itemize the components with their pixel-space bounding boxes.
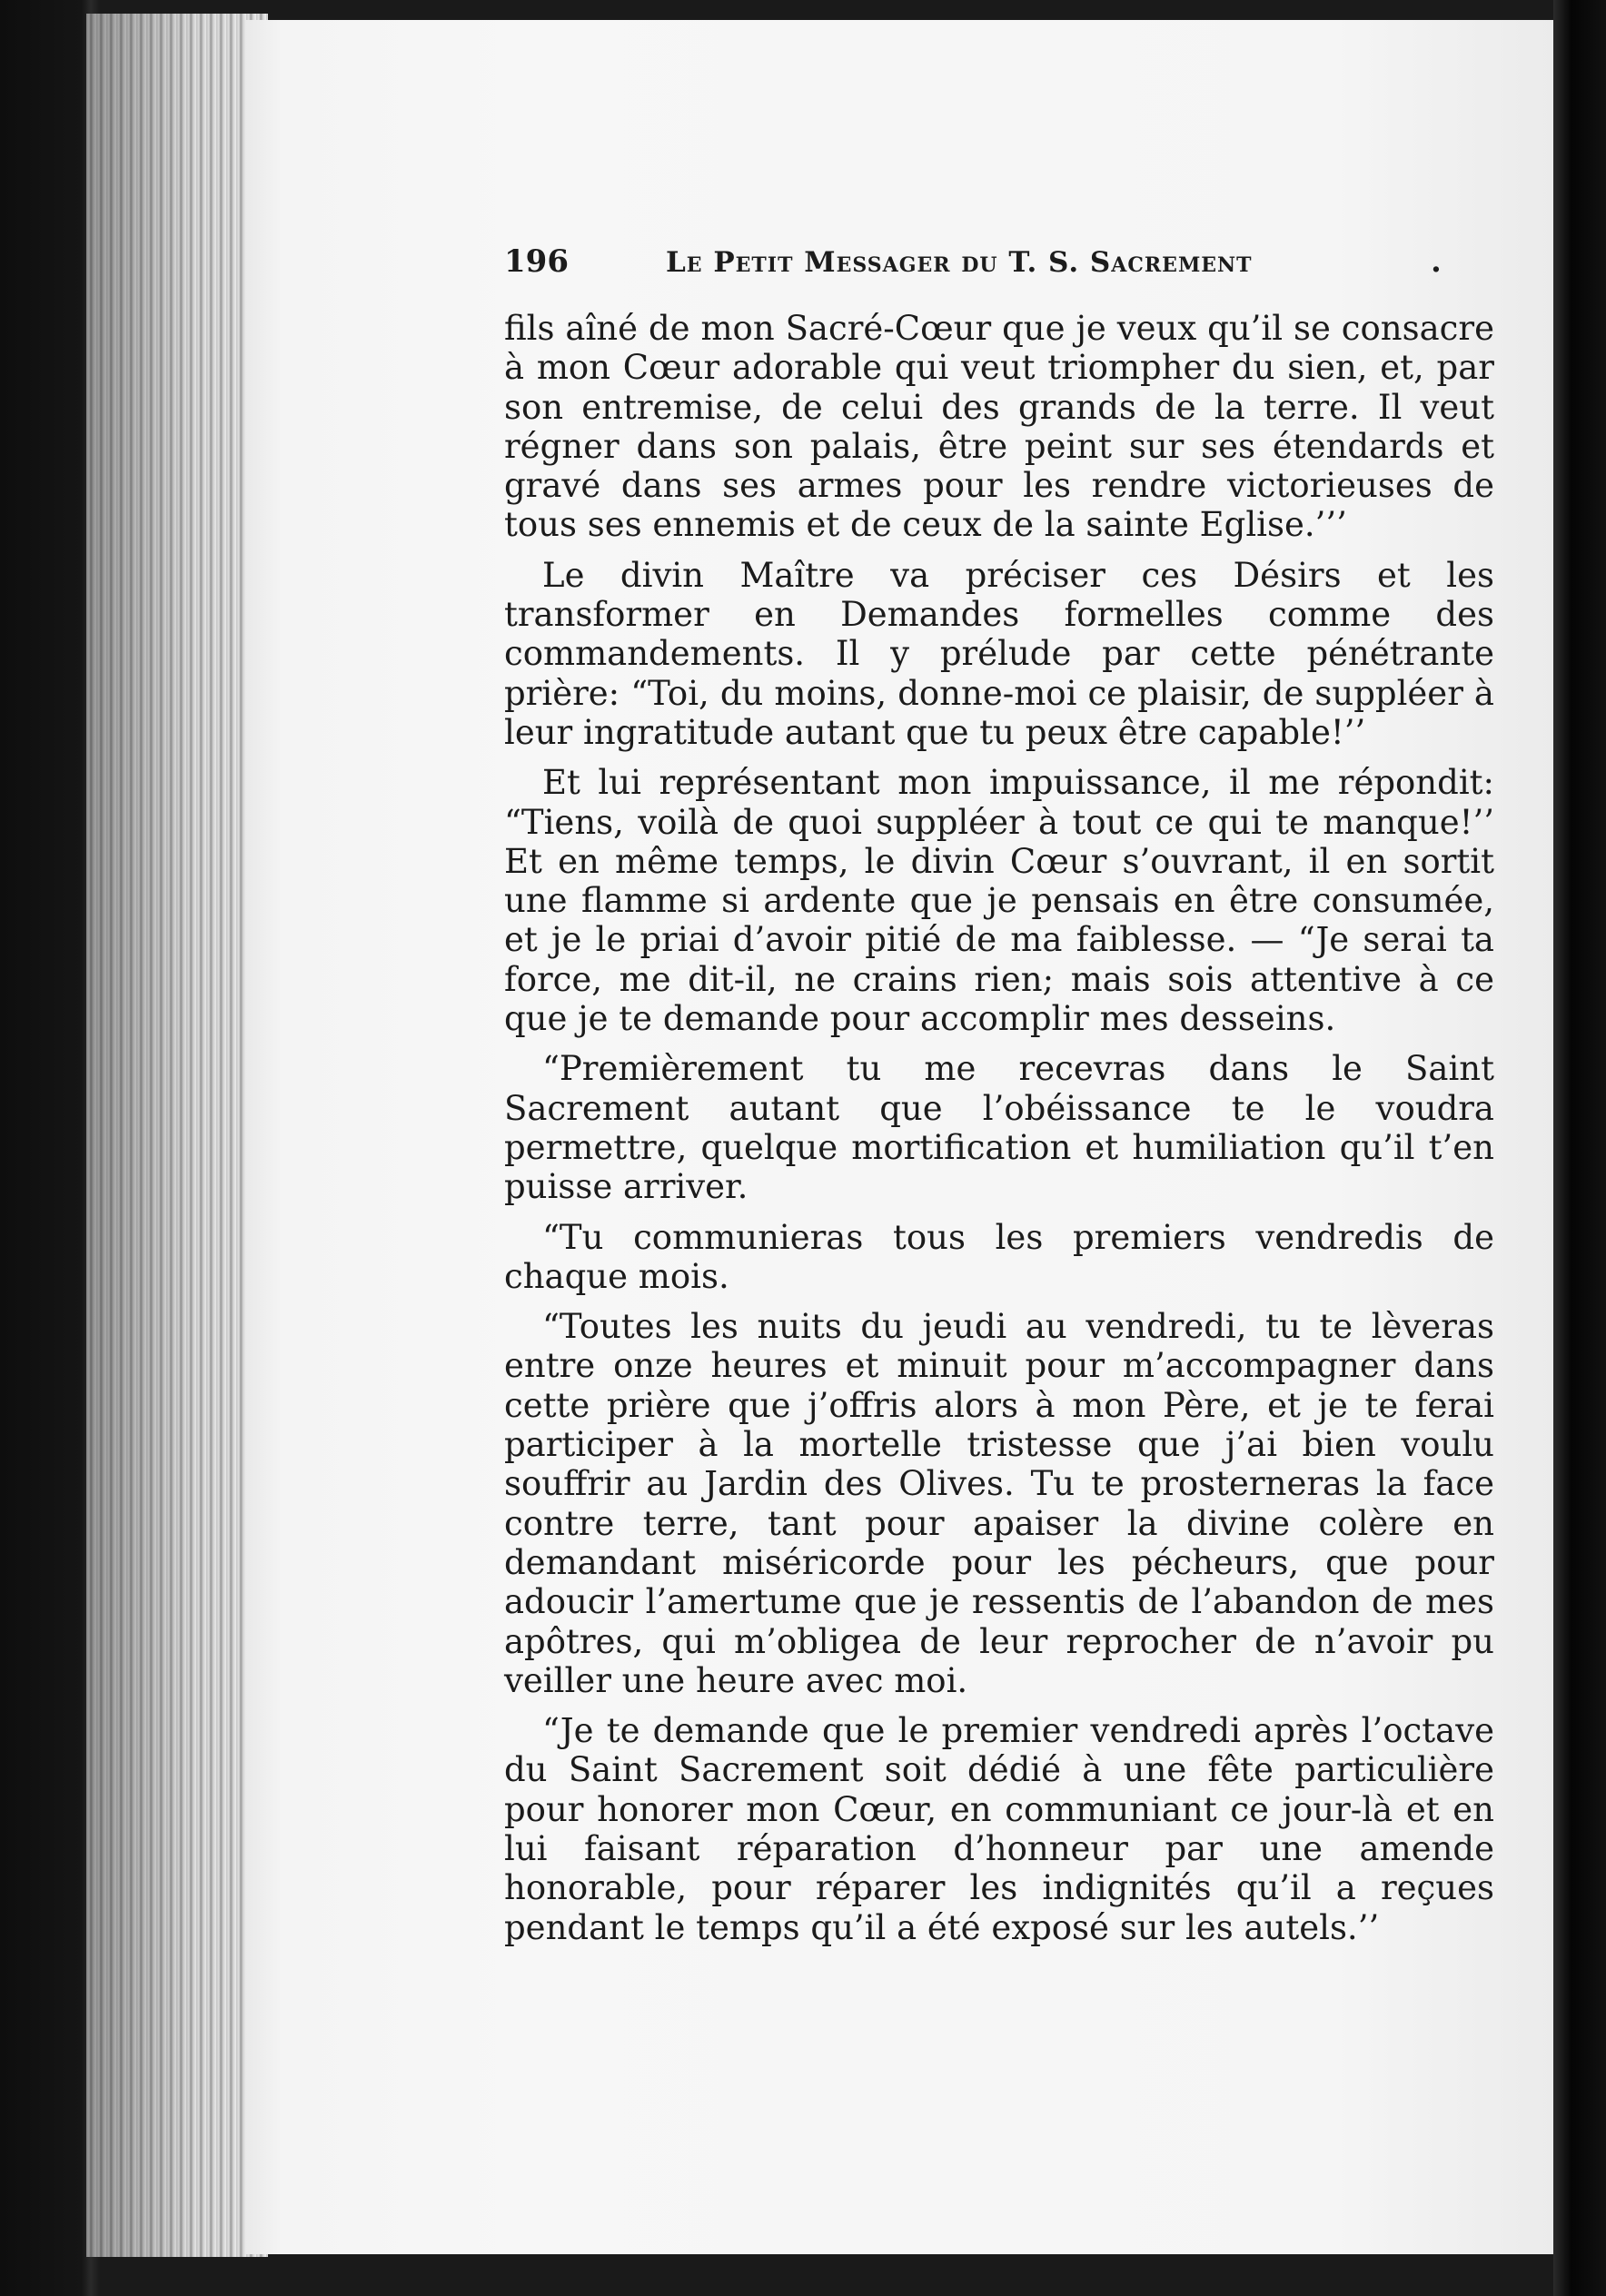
body-text: [504, 309, 1494, 1958]
paragraph-2: Le divin Maître va préciser ces Désirs et les transformer en Demandes formelles comme des commandements. Il y prélude par cette pénétrante prière: “Toi, du moins, donne-moi ce plaisir, de suppléer à leur ingratitude autant que tu peux être capable!’’: [504, 555, 1494, 752]
page-number: 196: [504, 243, 569, 280]
page-stack-shadow: [86, 14, 268, 2257]
running-title: Le Petit Messager du T. S. Sacrement: [666, 246, 1253, 279]
running-header: [504, 243, 1476, 289]
right-binding-edge: [1553, 0, 1606, 2296]
paragraph-6: “Toutes les nuits du jeudi au vendredi, tu te lèveras entre onze heures et minuit pour m’accompagner dans cette prière que j’offris alors à mon Père, et je te ferai participer à la mortelle tristesse que j’ai bien voulu souffrir au Jardin des Olives. Tu te prosterneras la face contre terre, tant pour apaiser la divine colère en demandant miséricorde pour les pécheurs, que pour adoucir l’amertume que je ressentis de l’abandon de mes apôtres, qui m’obligea de leur reprocher de n’avoir pu veiller une heure avec moi.: [504, 1307, 1494, 1700]
paragraph-3: Et lui représentant mon impuissance, il me répondit: “Tiens, voilà de quoi suppléer à tout ce qui te manque!’’ Et en même temps, le divin Cœur s’ouvrant, il en sortit une flamme si ardente que je pensais en être consumée, et je le priai d’avoir pitié de ma faiblesse. — “Je serai ta force, me dit-il, ne crains rien; mais sois attentive à ce que je te demande pour accomplir mes desseins.: [504, 763, 1494, 1039]
paragraph-1: fils aîné de mon Sacré-Cœur que je veux qu’il se consacre à mon Cœur adorable qui veut triompher du sien, et, par son entremise, de celui des grands de la terre. Il veut régner dans son palais, être peint sur ses étendards et gravé dans ses armes pour les rendre victorieuses de tous ses ennemis et de ceux de la sainte Eglise.’’’: [504, 309, 1494, 545]
paragraph-5: “Tu communieras tous les premiers vendredis de chaque mois.: [504, 1217, 1494, 1296]
paragraph-7: “Je te demande que le premier vendredi après l’octave du Saint Sacrement soit dédié à une fête particulière pour honorer mon Cœur, en communiant ce jour-là et en lui faisant réparation d’honneur par une amende honorable, pour réparer les indignités qu’il a reçues pendant le temps qu’il a été exposé sur les autels.’’: [504, 1711, 1494, 1947]
paragraph-4: “Premièrement tu me recevras dans le Saint Sacrement autant que l’obéissance te le voudra permettre, quelque mortification et humiliation qu’il t’en puisse arriver.: [504, 1049, 1494, 1207]
header-dot: .: [1431, 243, 1442, 280]
